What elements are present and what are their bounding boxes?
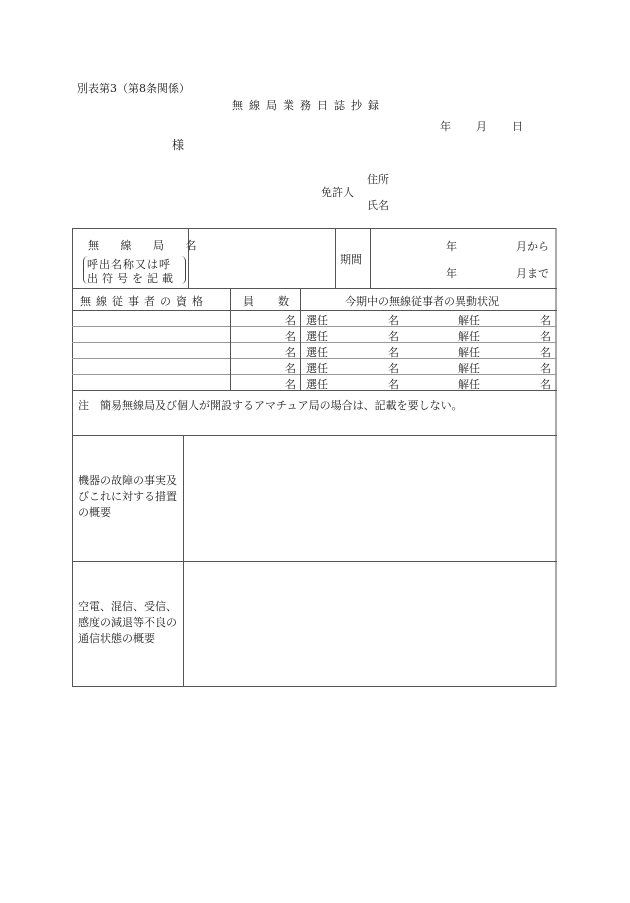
appointed-unit: 名	[388, 314, 399, 327]
period-to-month: 月まで	[516, 267, 549, 280]
count-header-2: 数	[278, 295, 289, 308]
equipment-failure-field[interactable]	[184, 436, 556, 560]
appointed-label: 選任	[306, 362, 328, 375]
period-label: 期間	[340, 253, 362, 266]
dismissed-unit: 名	[540, 314, 551, 327]
dismissed-label: 解任	[458, 346, 480, 359]
callsign-note-line2: 出符号を記載	[87, 272, 177, 285]
note-text: 注 簡易無線局及び個人が開設するアマチュア局の場合は、記載を要しない。	[78, 399, 463, 412]
dismissed-unit: 名	[540, 330, 551, 343]
date-month: 月	[476, 120, 487, 133]
changes-header: 今期中の無線従事者の異動状況	[345, 295, 499, 308]
dismissed-label: 解任	[458, 378, 480, 391]
equipment-failure-label: 機器の故障の事実及びこれに対する措置の概要	[78, 474, 177, 519]
period-from-year: 年	[446, 240, 457, 253]
communication-status-label: 空電、混信、受信、感度の減退等不良の通信状態の概要	[78, 600, 177, 645]
divider	[335, 228, 336, 288]
appointed-unit: 名	[388, 330, 399, 343]
count-unit: 名	[285, 362, 296, 375]
station-name-field[interactable]	[189, 229, 334, 287]
qualification-header: 無線従事者の資格	[80, 295, 208, 308]
count-unit: 名	[285, 378, 296, 391]
appointed-unit: 名	[388, 362, 399, 375]
date-year: 年	[440, 120, 451, 133]
appointed-label: 選任	[306, 378, 328, 391]
count-unit: 名	[285, 346, 296, 359]
name-label: 氏名	[367, 199, 389, 212]
callsign-note-line1: 呼出名称又は呼	[87, 258, 171, 271]
date-day: 日	[512, 120, 523, 133]
dismissed-unit: 名	[540, 378, 551, 391]
period-to-year: 年	[446, 267, 457, 280]
period-from-month: 月から	[516, 240, 549, 253]
dismissed-label: 解任	[458, 330, 480, 343]
licensee-label: 免許人	[321, 186, 354, 199]
dismissed-unit: 名	[540, 362, 551, 375]
divider	[370, 228, 371, 288]
address-label: 住所	[367, 173, 389, 186]
addressee-suffix: 様	[172, 138, 185, 152]
dismissed-label: 解任	[458, 362, 480, 375]
divider	[300, 288, 301, 390]
document-title: 無線局業務日誌抄録	[232, 99, 385, 112]
appointed-label: 選任	[306, 346, 328, 359]
form-reference: 別表第3（第8条関係）	[77, 82, 190, 95]
appointed-label: 選任	[306, 314, 328, 327]
appointed-unit: 名	[388, 346, 399, 359]
dismissed-unit: 名	[540, 346, 551, 359]
communication-status-field[interactable]	[184, 562, 556, 686]
divider	[230, 288, 231, 390]
divider	[72, 288, 557, 289]
divider	[72, 310, 557, 311]
appointed-unit: 名	[388, 378, 399, 391]
dismissed-label: 解任	[458, 314, 480, 327]
station-name-label: 無 線 局 名	[88, 239, 206, 252]
count-header-1: 員	[243, 295, 254, 308]
count-unit: 名	[285, 330, 296, 343]
count-unit: 名	[285, 314, 296, 327]
appointed-label: 選任	[306, 330, 328, 343]
